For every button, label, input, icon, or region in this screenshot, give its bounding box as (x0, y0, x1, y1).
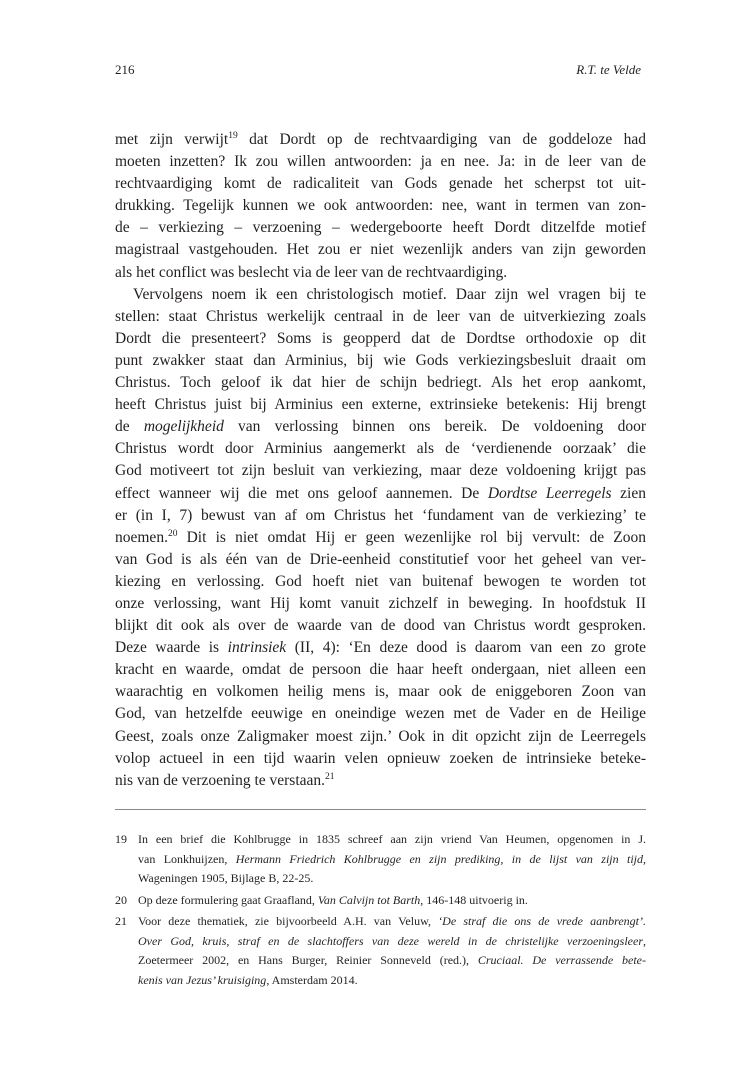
text-run: Geest, zoals onze Zaligmaker moest zijn.’ Ook in dit opzicht zijn de Leerregels (115, 727, 646, 745)
italic-text: intrinsiek (227, 639, 287, 657)
text-run: nis van de verzoening te verstaan. (115, 771, 326, 789)
footnote-line (115, 850, 646, 870)
text-line (115, 770, 646, 792)
body-text (115, 129, 646, 792)
text-run: blijkt dit ook als over de waarde van de dood van Christus wordt gesproken. (115, 617, 646, 635)
footnote-21 (115, 912, 646, 990)
text-run: effect wanneer wij die met ons geloof aannemen. De (115, 484, 488, 502)
footnote-line (115, 912, 646, 932)
italic-text: Over God, kruis, straf en de slachtoffers van deze wereld in de christelijke verzoeningsleer (138, 933, 643, 948)
footnote-number: 20 (115, 892, 127, 907)
text-run: Voor deze thematiek, zie bijvoorbeeld A.H. van Veluw, (138, 914, 439, 928)
footnote-text (138, 869, 646, 889)
running-head: R.T. te Velde (576, 62, 641, 77)
text-line (115, 615, 646, 637)
text-line (115, 306, 646, 328)
footnote-text (138, 971, 646, 991)
text-run: Wageningen 1905, Bijlage B, 22-25. (138, 871, 314, 885)
italic-text: Van Calvijn tot Barth (317, 892, 421, 907)
footnote-text (138, 912, 646, 932)
text-run: In een brief die Kohlbrugge in 1835 schreef aan zijn vriend Van Heumen, opgenomen in J. (138, 832, 646, 846)
text-run: , (643, 933, 646, 948)
footnote-reference: 19 (228, 131, 238, 141)
text-line (115, 173, 646, 195)
text-run: heeft Christus juist bij Arminius een externe, extrinsieke betekenis: Hij brengt (115, 396, 646, 414)
text-run: als het conflict was beslecht via de leer van de rechtvaardiging. (115, 263, 508, 281)
text-run: God, van hetzelfde eeuwige en oneindige wezen met de Vader en de Heilige (115, 705, 646, 723)
footnote-text (138, 830, 646, 850)
footnote-divider (115, 809, 646, 810)
text-run: van verlossing binnen ons bereik. De voldoening door (223, 418, 646, 436)
text-run: stellen: staat Christus werkelijk centraal in de leer van de uitverkiezing zoals (115, 307, 646, 325)
italic-text: kenis van Jezus’ kruisiging (138, 972, 267, 987)
text-run: met zijn verwijt (115, 131, 229, 148)
footnote-reference: 21 (325, 771, 335, 782)
footnote-19 (115, 830, 646, 889)
footnote-text (138, 891, 646, 911)
footnote-text (138, 951, 646, 971)
text-line (115, 416, 646, 438)
text-run: Dit is niet omdat Hij er geen wezenlijke rol bij vervult: de Zoon (177, 528, 646, 546)
text-run: Vervolgens noem ik een christologisch motief. Daar zijn wel vragen bij te (133, 285, 646, 303)
text-run: Christus wordt door Arminius aangemerkt als de ‘verdienende oorzaak’ die (115, 440, 646, 458)
text-run: God motiveert tot zijn besluit van verkiezing, maar deze voldoening krijgt pas (115, 462, 646, 480)
footnote-reference: 20 (167, 528, 178, 539)
text-line (115, 438, 646, 460)
text-line (115, 748, 646, 770)
text-line (115, 505, 646, 527)
text-run: de – verkiezing – verzoening – wedergeboorte heeft Dordt ditzelfde motief (115, 219, 646, 237)
text-line (115, 637, 646, 659)
italic-text: Cruciaal. De verrassende bete- (477, 953, 646, 967)
footnote-line (115, 932, 646, 952)
text-run: van God is als één van de Drie-eenheid constitutief voor het geheel van ver- (115, 550, 646, 568)
footnote-20 (115, 891, 646, 911)
text-run: (II, 4): ‘En deze dood is daarom van een zo grote (286, 639, 647, 657)
text-run: , (642, 851, 646, 866)
footnotes (115, 830, 646, 992)
text-run: magistraal vastgehouden. Het zou er niet wezenlijk anders van zijn geworden (115, 241, 646, 259)
italic-text: Hermann Friedrich Kohlbrugge en zijn prediking, in de lijst van zijn tijd (235, 851, 643, 866)
text-line (115, 328, 646, 350)
text-run: noemen. (115, 528, 168, 546)
text-line (115, 350, 646, 372)
text-run: de (115, 418, 144, 436)
footnote-line (115, 971, 646, 991)
text-line (115, 129, 646, 151)
text-run: Zoetermeer 2002, en Hans Burger, Reinier Sonneveld (red.), (138, 953, 478, 967)
footnote-number: 21 (115, 914, 127, 928)
text-run: drukking. Tegelijk kunnen we ook antwoorden: nee, want in termen van zon- (115, 197, 646, 215)
text-run: Dordt die presenteert? Soms is geopperd dat de Dordtse orthodoxie op dit (115, 329, 646, 347)
text-line (115, 527, 646, 549)
footnote-line (115, 869, 646, 889)
footnote-text (138, 850, 646, 870)
text-run: waarachtig en volkomen heilig mens is, maar ook de eniggeboren Zoon van (115, 683, 646, 701)
footnote-line (115, 891, 646, 911)
text-run: Deze waarde is (115, 639, 228, 657)
page-number: 216 (115, 62, 135, 77)
text-line (115, 703, 646, 725)
footnote-line (115, 951, 646, 971)
text-run: er (in I, 7) bewust van af om Christus het ‘fundament van de verkiezing’ te (115, 506, 646, 524)
text-run: dat Dordt op de rechtvaardiging van de goddeloze had (237, 131, 646, 148)
text-line (115, 195, 646, 217)
text-run: kiezing en verlossing. God hoeft niet van buitenaf bewogen te worden tot (115, 572, 646, 590)
text-run: , Amsterdam 2014. (266, 972, 358, 987)
text-run: moeten inzetten? Ik zou willen antwoorden: ja en nee. Ja: in de leer van de (115, 153, 646, 171)
italic-text: Dordtse Leerregels (487, 484, 612, 502)
text-line (115, 549, 646, 571)
text-line (115, 681, 646, 703)
text-run: Op deze formulering gaat Graafland, (138, 892, 318, 907)
text-run: onze verlossing, want Hij komt vanuit zichzelf in beweging. In hoofdstuk II (115, 594, 646, 612)
text-line (115, 593, 646, 615)
text-line (115, 659, 646, 681)
text-line (115, 372, 646, 394)
text-line (115, 239, 646, 261)
footnote-line (115, 830, 646, 850)
text-line (115, 262, 646, 284)
text-line (115, 284, 646, 306)
text-line (115, 151, 646, 173)
text-run: punt zwakker staat dan Arminius, bij wie Gods verkiezingsbesluit draait om (115, 351, 646, 369)
text-run: volop actueel in een tijd waarin velen opnieuw zoeken de intrinsieke beteke- (115, 749, 646, 767)
text-run: kracht en waarde, omdat de persoon die haar heeft ondergaan, niet alleen een (115, 661, 646, 679)
italic-text: mogelijkheid (143, 418, 224, 436)
text-line (115, 571, 646, 593)
text-line (115, 217, 646, 239)
text-line (115, 460, 646, 482)
text-line (115, 483, 646, 505)
text-run: van Lonkhuijzen, (138, 851, 236, 866)
text-line (115, 394, 646, 416)
text-line (115, 726, 646, 748)
text-run: , 146-148 uitvoerig in. (420, 892, 528, 907)
footnote-number: 19 (115, 832, 127, 846)
text-run: Christus. Toch geloof ik dat hier de schijn bedriegt. Als het erop aankomt, (115, 374, 646, 392)
text-run: rechtvaardiging komt de radicaliteit van Gods genade het scherpst tot uit- (115, 175, 646, 193)
footnote-text (138, 932, 646, 952)
text-run: zien (611, 484, 646, 502)
italic-text: ‘De straf die ons de vrede aanbrengt’. (438, 914, 646, 928)
